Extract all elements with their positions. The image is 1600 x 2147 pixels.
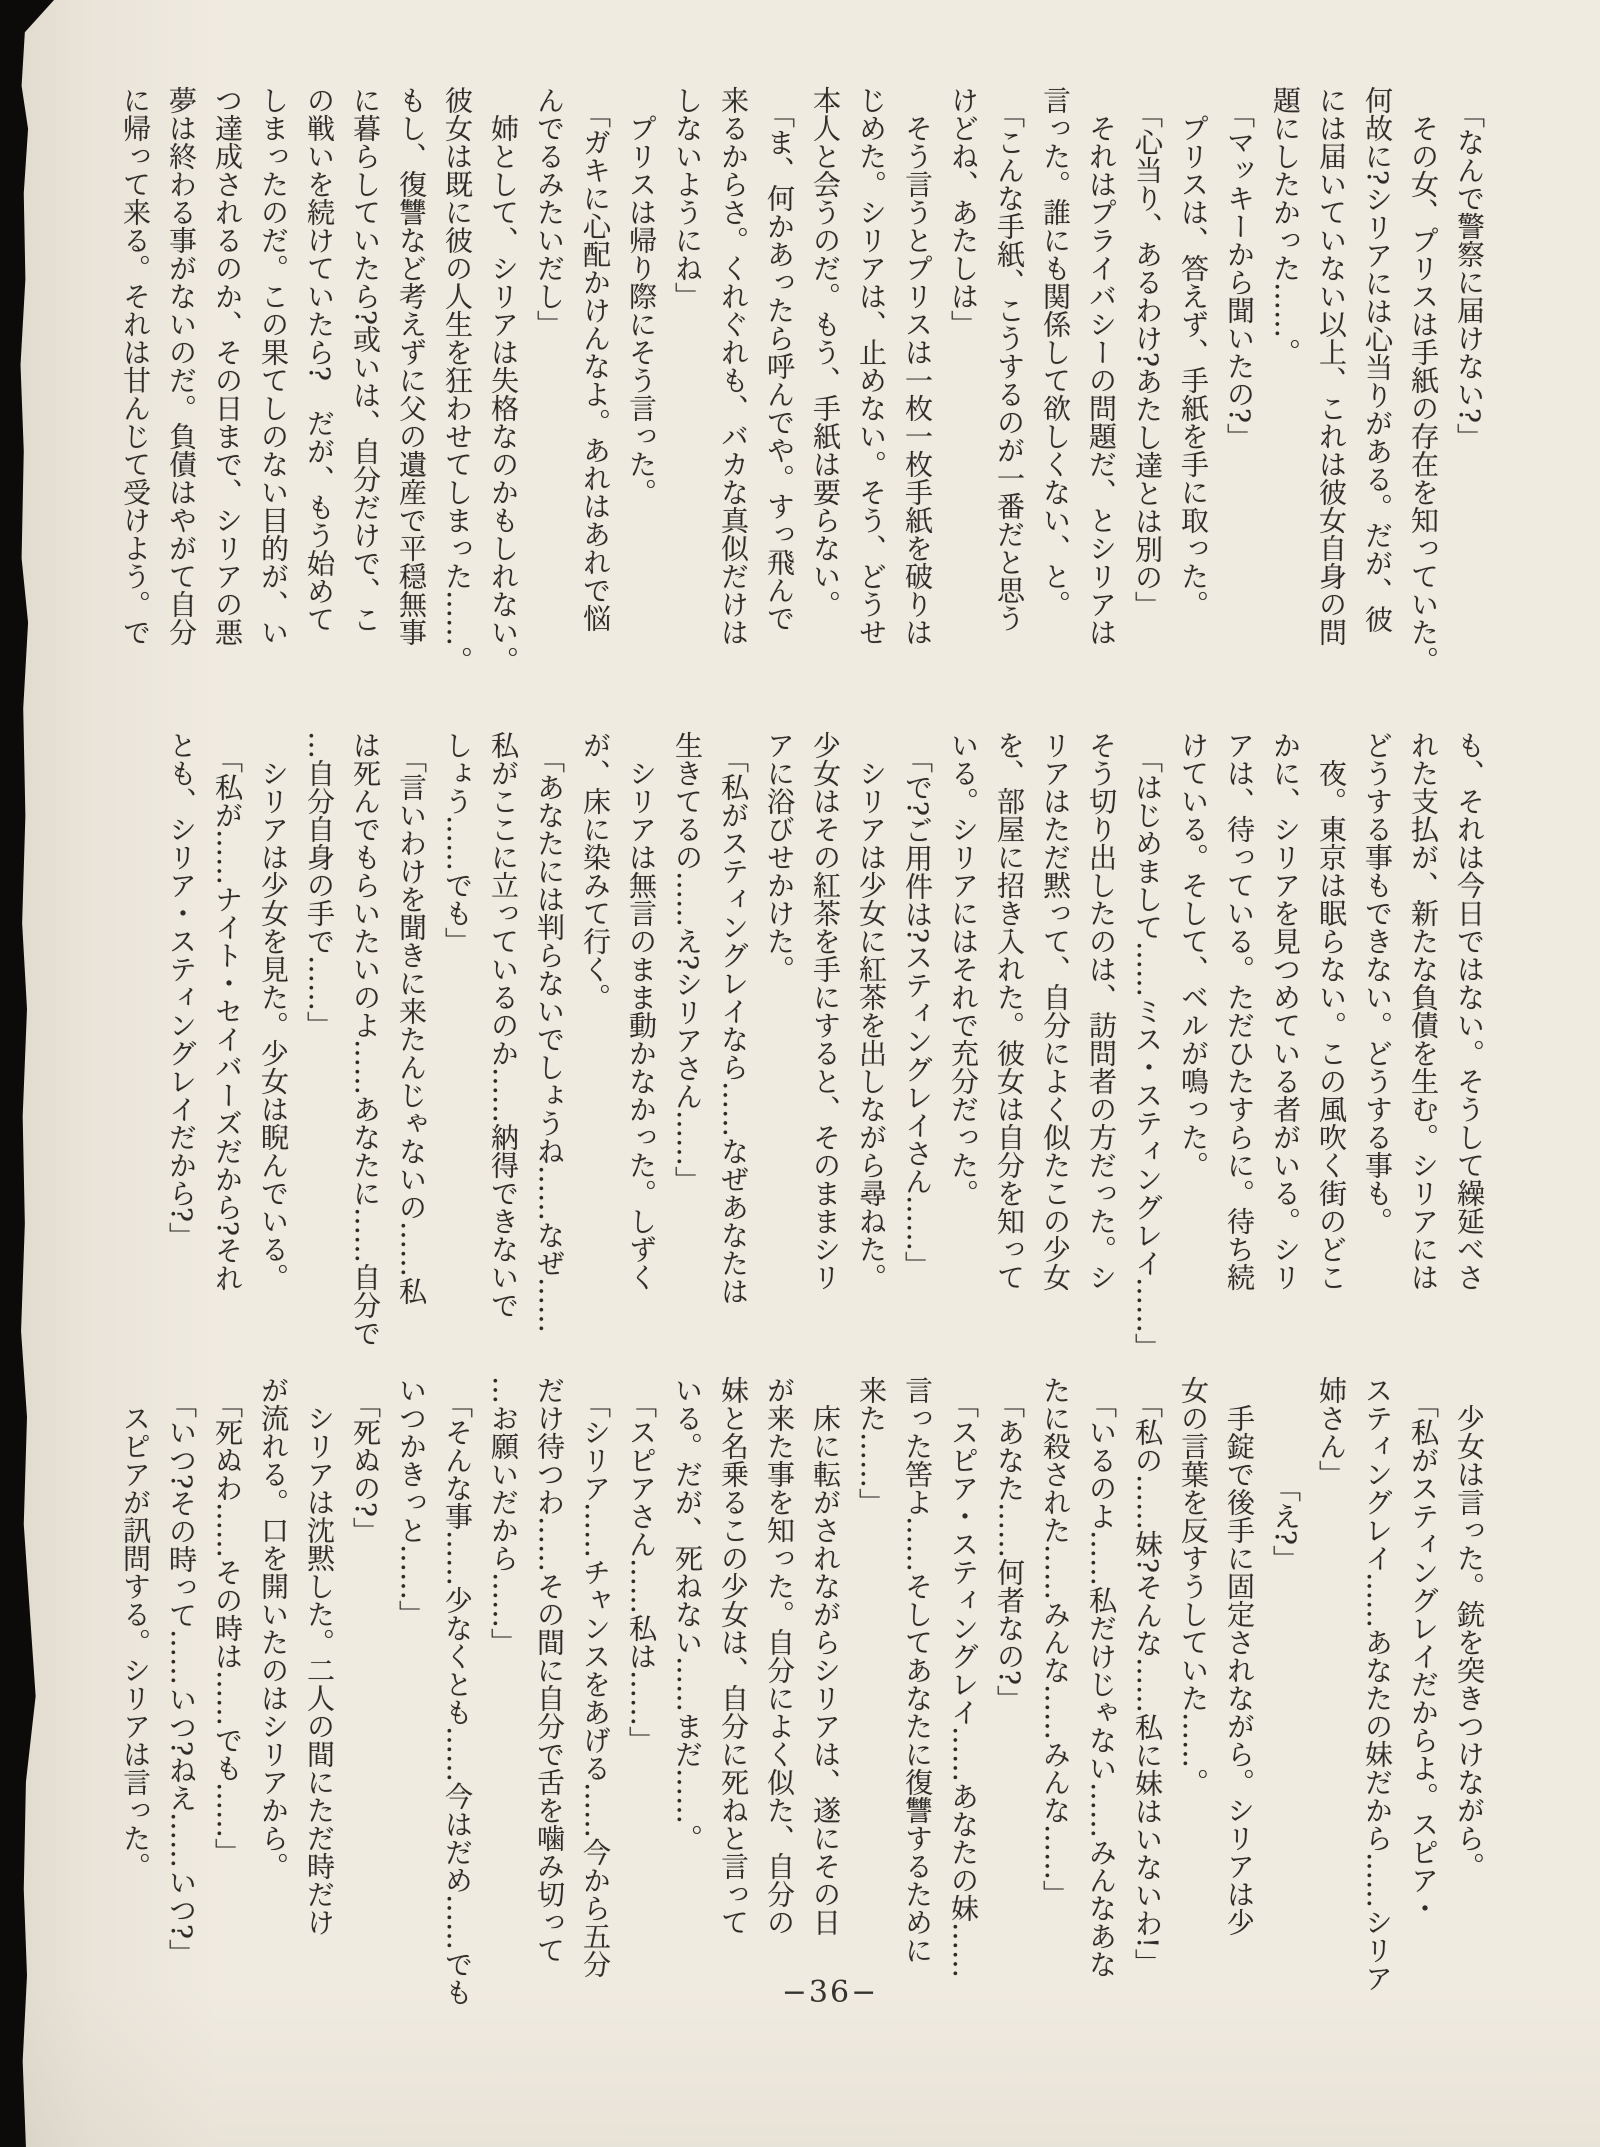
- text-column: が、床に染みて行く。: [579, 731, 612, 1011]
- text-column: 床に転がされながらシリアは、遂にその日: [809, 1376, 842, 1936]
- text-column: 夜。東京は眠らない。この風吹く街のどこ: [1315, 731, 1348, 1291]
- text-column: 少女は言った。銃を突きつけながら。: [1453, 1376, 1486, 1880]
- text-column: 本人と会うのだ。もう、手紙は要らない。: [809, 86, 842, 618]
- text-column: …お願いだから……」: [487, 1376, 520, 1656]
- text-column: 「ガキに心配かけんなよ。あれはあれで悩: [579, 86, 612, 632]
- text-column: 「こんな手紙、こうするのが一番だと思う: [993, 86, 1026, 632]
- text-column: アに浴びせかけた。: [763, 731, 796, 983]
- text-column: 「死ぬの?」: [349, 1376, 382, 1546]
- text-column: 「で?ご用件は?スティングレイさん……」: [901, 731, 934, 1280]
- text-column: シリアは沈黙した。二人の間にただ時だけ: [303, 1376, 336, 1936]
- text-column: 「あなた……何者なの?」: [993, 1376, 1026, 1714]
- text-column: シリアは少女に紅茶を出しながら尋ねた。: [855, 731, 888, 1291]
- text-column: 「スピア・スティングレイ……あなたの妹……: [947, 1376, 980, 1978]
- text-column: もし、復讐など考えずに父の遺産で平穏無事: [395, 86, 428, 646]
- text-column: そう言うとプリスは一枚一枚手紙を破りは: [901, 86, 934, 646]
- text-column: 「スピアさん……私は……」: [625, 1376, 658, 1754]
- text-column: 何故に?シリアには心当りがある。だが、彼: [1361, 86, 1394, 634]
- text-column: 彼女は既に彼の人生を狂わせてしまった……。: [441, 86, 474, 674]
- text-column: 妹と名乗るこの少女は、自分に死ねと言って: [717, 1376, 750, 1936]
- text-column: リアはただ黙って、自分によく似たこの少女: [1039, 731, 1072, 1291]
- text-column: たに殺された……みんな……みんな……」: [1039, 1376, 1072, 1908]
- text-column: 「私が……ナイト・セイバーズだから?それ: [211, 731, 244, 1293]
- text-column: んでるみたいだし」: [533, 86, 566, 338]
- text-column: には届いていない以上、これは彼女自身の問: [1315, 86, 1348, 646]
- text-column: プリスは帰り際にそう言った。: [625, 86, 658, 506]
- text-column: 「私がスティングレイなら……なぜあなたは: [717, 731, 750, 1305]
- text-column: も、それは今日ではない。そうして繰延べさ: [1453, 731, 1486, 1291]
- text-column: 言った。誰にも関係して欲しくない、と。: [1039, 86, 1072, 618]
- text-column: 「え?」: [1269, 1376, 1302, 1574]
- text-column: 手錠で後手に固定されながら。シリアは少: [1223, 1376, 1256, 1936]
- text-column: …自分自身の手で……」: [303, 731, 336, 1039]
- text-column: 「死ぬわ……その時は……でも……」: [211, 1376, 244, 1866]
- text-band-middle: [100, 731, 1492, 1361]
- text-column: 来た……」: [855, 1376, 888, 1516]
- text-column: とも、シリア・スティングレイだから?」: [165, 731, 198, 1251]
- text-column: 「いるのよ……私だけじゃない……みんなあな: [1085, 1376, 1118, 1978]
- text-column: それはプライバシーの問題だ、とシリアは: [1085, 86, 1118, 646]
- text-column: が流れる。口を開いたのはシリアから。: [257, 1376, 290, 1880]
- text-column: 「そんな事……少なくとも……今はだめ……でも: [441, 1376, 474, 2006]
- text-column: 「マッキーから聞いたの?」: [1223, 86, 1256, 452]
- text-column: 「いつ?その時って……いつ?ねえ……いつ?」: [165, 1376, 198, 1968]
- text-column: つ達成されるのか、その日まで、シリアの悪: [211, 86, 244, 646]
- text-column: いる。だが、死ねない……まだ……。: [671, 1376, 704, 1852]
- text-column: 女の言葉を反すうしていた……。: [1177, 1376, 1210, 1796]
- text-column: じめた。シリアは、止めない。そう、どうせ: [855, 86, 888, 646]
- text-column: の戦いを続けていたら? だが、もう始めて: [303, 86, 336, 634]
- page-number: −36−: [781, 1975, 879, 2010]
- text-column: しまったのだ。この果てしのない目的が、い: [257, 86, 290, 646]
- text-column: 姉さん」: [1315, 1376, 1348, 1488]
- text-column: 「私の……妹?そんな……私に妹はいないわ!」: [1131, 1376, 1164, 1977]
- text-column: 「言いわけを聞きに来たんじゃないの……私: [395, 731, 428, 1305]
- text-band-top: [100, 86, 1492, 708]
- text-column: 「はじめまして……ミス・スティングレイ……」: [1131, 731, 1164, 1361]
- scan-gutter-edge: [0, 0, 54, 2147]
- text-column: スティングレイ……あなたの妹だから……シリア: [1361, 1376, 1394, 1992]
- text-column: れた支払が、新たな負債を生む。シリアには: [1407, 731, 1440, 1291]
- text-column: けどね、あたしは」: [947, 86, 980, 338]
- text-column: に帰って来る。それは甘んじて受けよう。で: [119, 86, 152, 646]
- text-column: 「あなたには判らないでしょうね……なぜ……: [533, 731, 566, 1333]
- text-column: スピアが訊問する。シリアは言った。: [119, 1376, 152, 1880]
- text-column: その女、プリスは手紙の存在を知っていた。: [1407, 86, 1440, 674]
- text-column: が来た事を知った。自分によく似た、自分の: [763, 1376, 796, 1936]
- text-column: いつかきっと……」: [395, 1376, 428, 1628]
- text-column: 私がここに立っているのか……納得できないで: [487, 731, 520, 1319]
- text-band-bottom: [100, 1376, 1492, 2006]
- text-column: を、部屋に招き入れた。彼女は自分を知って: [993, 731, 1026, 1291]
- text-column: 「私がスティングレイだからよ。スピア・: [1407, 1376, 1440, 1922]
- text-column: しないようにね」: [671, 86, 704, 310]
- text-column: 少女はその紅茶を手にすると、そのままシリ: [809, 731, 842, 1291]
- text-column: 題にしたかった……。: [1269, 86, 1302, 366]
- text-column: 来るからさ。くれぐれも、バカな真似だけは: [717, 86, 750, 646]
- text-column: 言った筈よ……そしてあなたに復讐するために: [901, 1376, 934, 1964]
- text-column: そう切り出したのは、訪問者の方だった。シ: [1085, 731, 1118, 1291]
- text-column: いる。シリアにはそれで充分だった。: [947, 731, 980, 1207]
- text-column: に暮らしていたら?或いは、自分だけで、こ: [349, 86, 382, 634]
- text-column: は死んでもらいたいのよ……あなたに……自分で: [349, 731, 382, 1347]
- text-column: 「なんで警察に届けない?」: [1453, 86, 1486, 452]
- text-column: 生きてるの……え?シリアさん……」: [671, 731, 704, 1195]
- text-column: シリアは少女を見た。少女は睨んでいる。: [257, 731, 290, 1291]
- text-column: だけ待つわ……その間に自分で舌を噛み切って: [533, 1376, 566, 1964]
- text-column: 「心当り、あるわけ?あたし達とは別の」: [1131, 86, 1164, 620]
- text-column: けている。そして、ベルが鳴った。: [1177, 731, 1210, 1179]
- text-column: シリアは無言のまま動かなかった。しずく: [625, 731, 658, 1291]
- text-column: しょう……でも」: [441, 731, 474, 955]
- text-column: プリスは、答えず、手紙を手に取った。: [1177, 86, 1210, 618]
- text-column: 姉として、シリアは失格なのかもしれない。: [487, 86, 520, 674]
- text-column: 夢は終わる事がないのだ。負債はやがて自分: [165, 86, 198, 646]
- text-column: アは、待っている。ただひたすらに。待ち続: [1223, 731, 1256, 1291]
- text-column: 「ま、何かあったら呼んでや。すっ飛んで: [763, 86, 796, 632]
- text-column: 「シリア……チャンスをあげる……今から五分: [579, 1376, 612, 1978]
- text-column: どうする事もできない。どうする事も。: [1361, 731, 1394, 1235]
- text-column: かに、シリアを見つめている者がいる。シリ: [1269, 731, 1302, 1291]
